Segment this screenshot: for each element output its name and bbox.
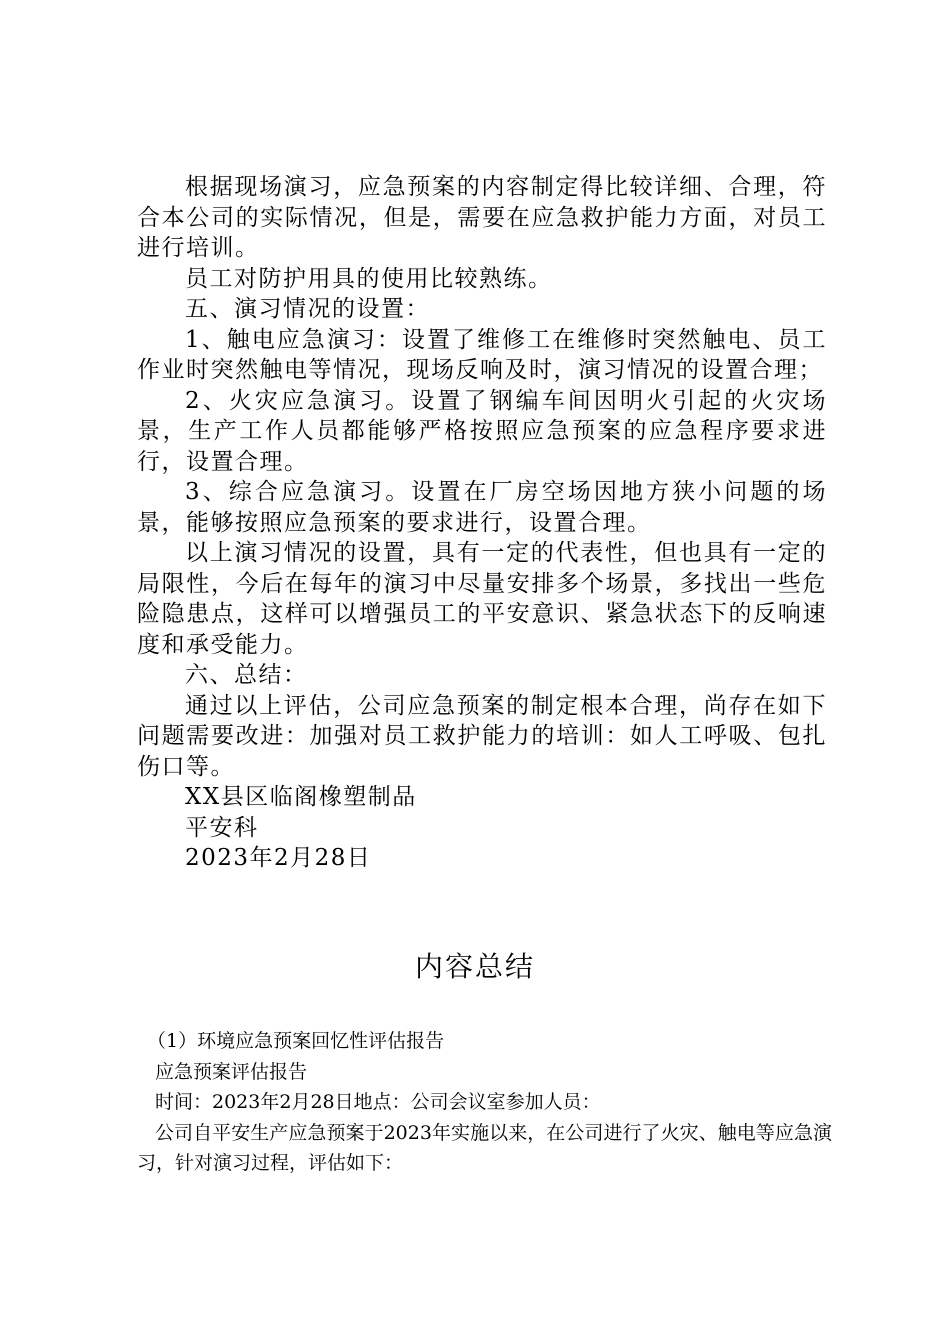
summary-section <box>137 1026 832 1179</box>
document-body <box>137 172 827 874</box>
signature-department: 平安科 <box>185 814 259 841</box>
summary-title: 内容总结 <box>414 950 535 983</box>
paragraph-drill-assessment: 以上演习情况的设置，具有一定的代表性，但也具有一定的局限性，今后在每年的演习中尽量安排多个场景，多找出一些危险隐患点，这样可以增强员工的平安意识、紧急状态下的反响速度和承受能力。 <box>137 540 827 658</box>
paragraph-electric-shock-drill: 1、触电应急演习：设置了维修工在维修时突然触电、员工作业时突然触电等情况，现场反响及时，演习情况的设置合理； <box>137 326 827 383</box>
summary-line-intro: 公司自平安生产应急预案于2023年实施以来，在公司进行了火灾、触电等应急演习，针对演习过程，评估如下： <box>137 1121 832 1174</box>
section-heading-drill-settings: 五、演习情况的设置： <box>185 296 430 322</box>
summary-line-time-location: 时间：2023年2月28日地点：公司会议室参加人员： <box>155 1091 601 1113</box>
signature-date: 2023年2月28日 <box>185 845 372 871</box>
paragraph-evaluation: 根据现场演习，应急预案的内容制定得比较详细、合理，符合本公司的实际情况，但是，需要在应急救护能力方面，对员工进行培训。 <box>137 174 827 261</box>
section-heading-conclusion: 六、总结： <box>185 662 308 688</box>
paragraph-protective-equipment: 员工对防护用具的使用比较熟练。 <box>185 265 553 292</box>
paragraph-conclusion: 通过以上评估，公司应急预案的制定根本合理，尚存在如下问题需要改进：加强对员工救护能力的培训：如人工呼吸、包扎伤口等。 <box>137 692 827 780</box>
paragraph-fire-drill: 2、火灾应急演习。设置了钢编车间因明火引起的火灾场景，生产工作人员都能够严格按照应急预案的应急程序要求进行，设置合理。 <box>137 387 827 475</box>
signature-company: XX县区临阁橡塑制品 <box>185 784 417 810</box>
summary-line-report-title: （1）环境应急预案回忆性评估报告 <box>147 1030 445 1052</box>
paragraph-comprehensive-drill: 3、综合应急演习。设置在厂房空场因地方狭小问题的场景，能够按照应急预案的要求进行，设置合理。 <box>137 479 827 536</box>
summary-line-report-name: 应急预案评估报告 <box>155 1060 308 1083</box>
